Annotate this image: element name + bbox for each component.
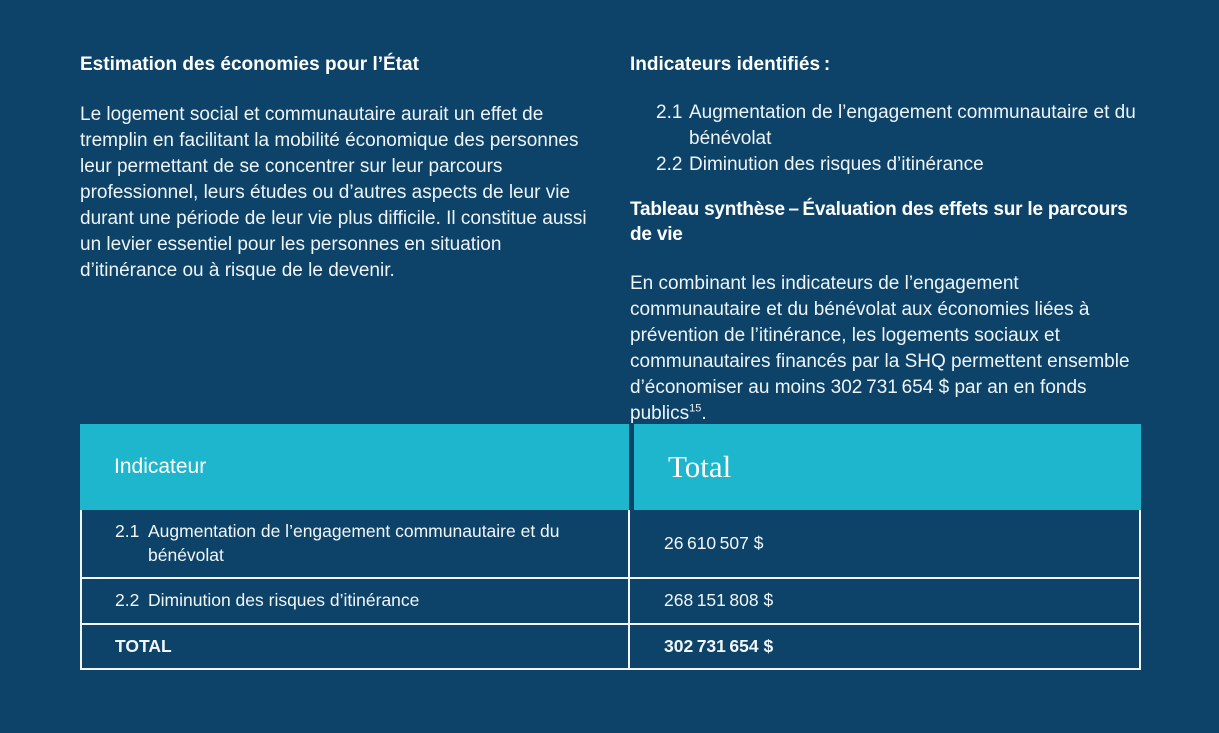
- table-body: [80, 510, 1141, 670]
- total-value-cell: 302 731 654 $: [664, 635, 774, 656]
- table-synthesis-heading: Tableau synthèse – Évaluation des effets sur le parcours de vie: [630, 199, 1128, 245]
- row-label-wrap: [115, 589, 419, 613]
- table-row: [82, 577, 1139, 623]
- table-total-row: [82, 623, 1139, 669]
- row-total-cell: 26 610 507 $: [664, 532, 764, 553]
- footnote-reference: 15: [689, 402, 702, 415]
- indicator-number: 2.1: [656, 102, 683, 123]
- estimation-heading: Estimation des économies pour l’État: [80, 54, 419, 75]
- row-label-cell: [82, 510, 630, 577]
- left-column: [80, 52, 588, 284]
- row-label: Augmentation de l’engagement communautaire et du bénévolat: [148, 521, 560, 565]
- indicator-label: Diminution des risques d’itinérance: [689, 154, 984, 175]
- indicator-label: Augmentation de l’engagement communautaire et du bénévolat: [689, 102, 1136, 149]
- synthesis-paragraph-period: .: [701, 403, 707, 424]
- total-label-cell: TOTAL: [82, 625, 630, 669]
- row-number: 2.1: [115, 521, 140, 541]
- table-header-row: [80, 424, 1141, 510]
- synthesis-paragraph-text: En combinant les indicateurs de l’engagement communautaire et du bénévolat aux économies liées à prévention de l’itinérance, les logements sociaux et communautaires financés par la SHQ permettent ensemble d’économiser au moins 302 731 654 $ par an en fonds publics: [630, 273, 1130, 424]
- row-label: Diminution des risques d’itinérance: [148, 590, 420, 610]
- header-cell-indicateur: Indicateur: [80, 424, 629, 510]
- synthesis-paragraph: [630, 271, 1144, 427]
- table-row: [82, 510, 1139, 577]
- row-label-cell: [82, 579, 630, 623]
- summary-table: [80, 424, 1141, 670]
- indicator-item: [656, 100, 1144, 152]
- right-column: [630, 52, 1144, 427]
- indicators-heading: Indicateurs identifiés :: [630, 54, 831, 75]
- indicator-number: 2.2: [656, 154, 683, 175]
- indicator-item: [656, 152, 1144, 178]
- row-label-wrap: [115, 520, 608, 567]
- estimation-paragraph: Le logement social et communautaire aurait un effet de tremplin en facilitant la mobilité économique des personnes leur permettant de se concentrer sur leur parcours professionnel, leurs études ou d’autres aspects de leur vie durant une période de leur vie plus difficile. Il constitue aussi un levier essentiel pour les personnes en situation d’itinérance ou à risque de le devenir.: [80, 104, 587, 281]
- header-cell-total: Total: [634, 424, 1141, 510]
- row-number: 2.2: [115, 590, 140, 610]
- indicators-list: [630, 100, 1144, 178]
- row-total-cell: 268 151 808 $: [664, 590, 774, 610]
